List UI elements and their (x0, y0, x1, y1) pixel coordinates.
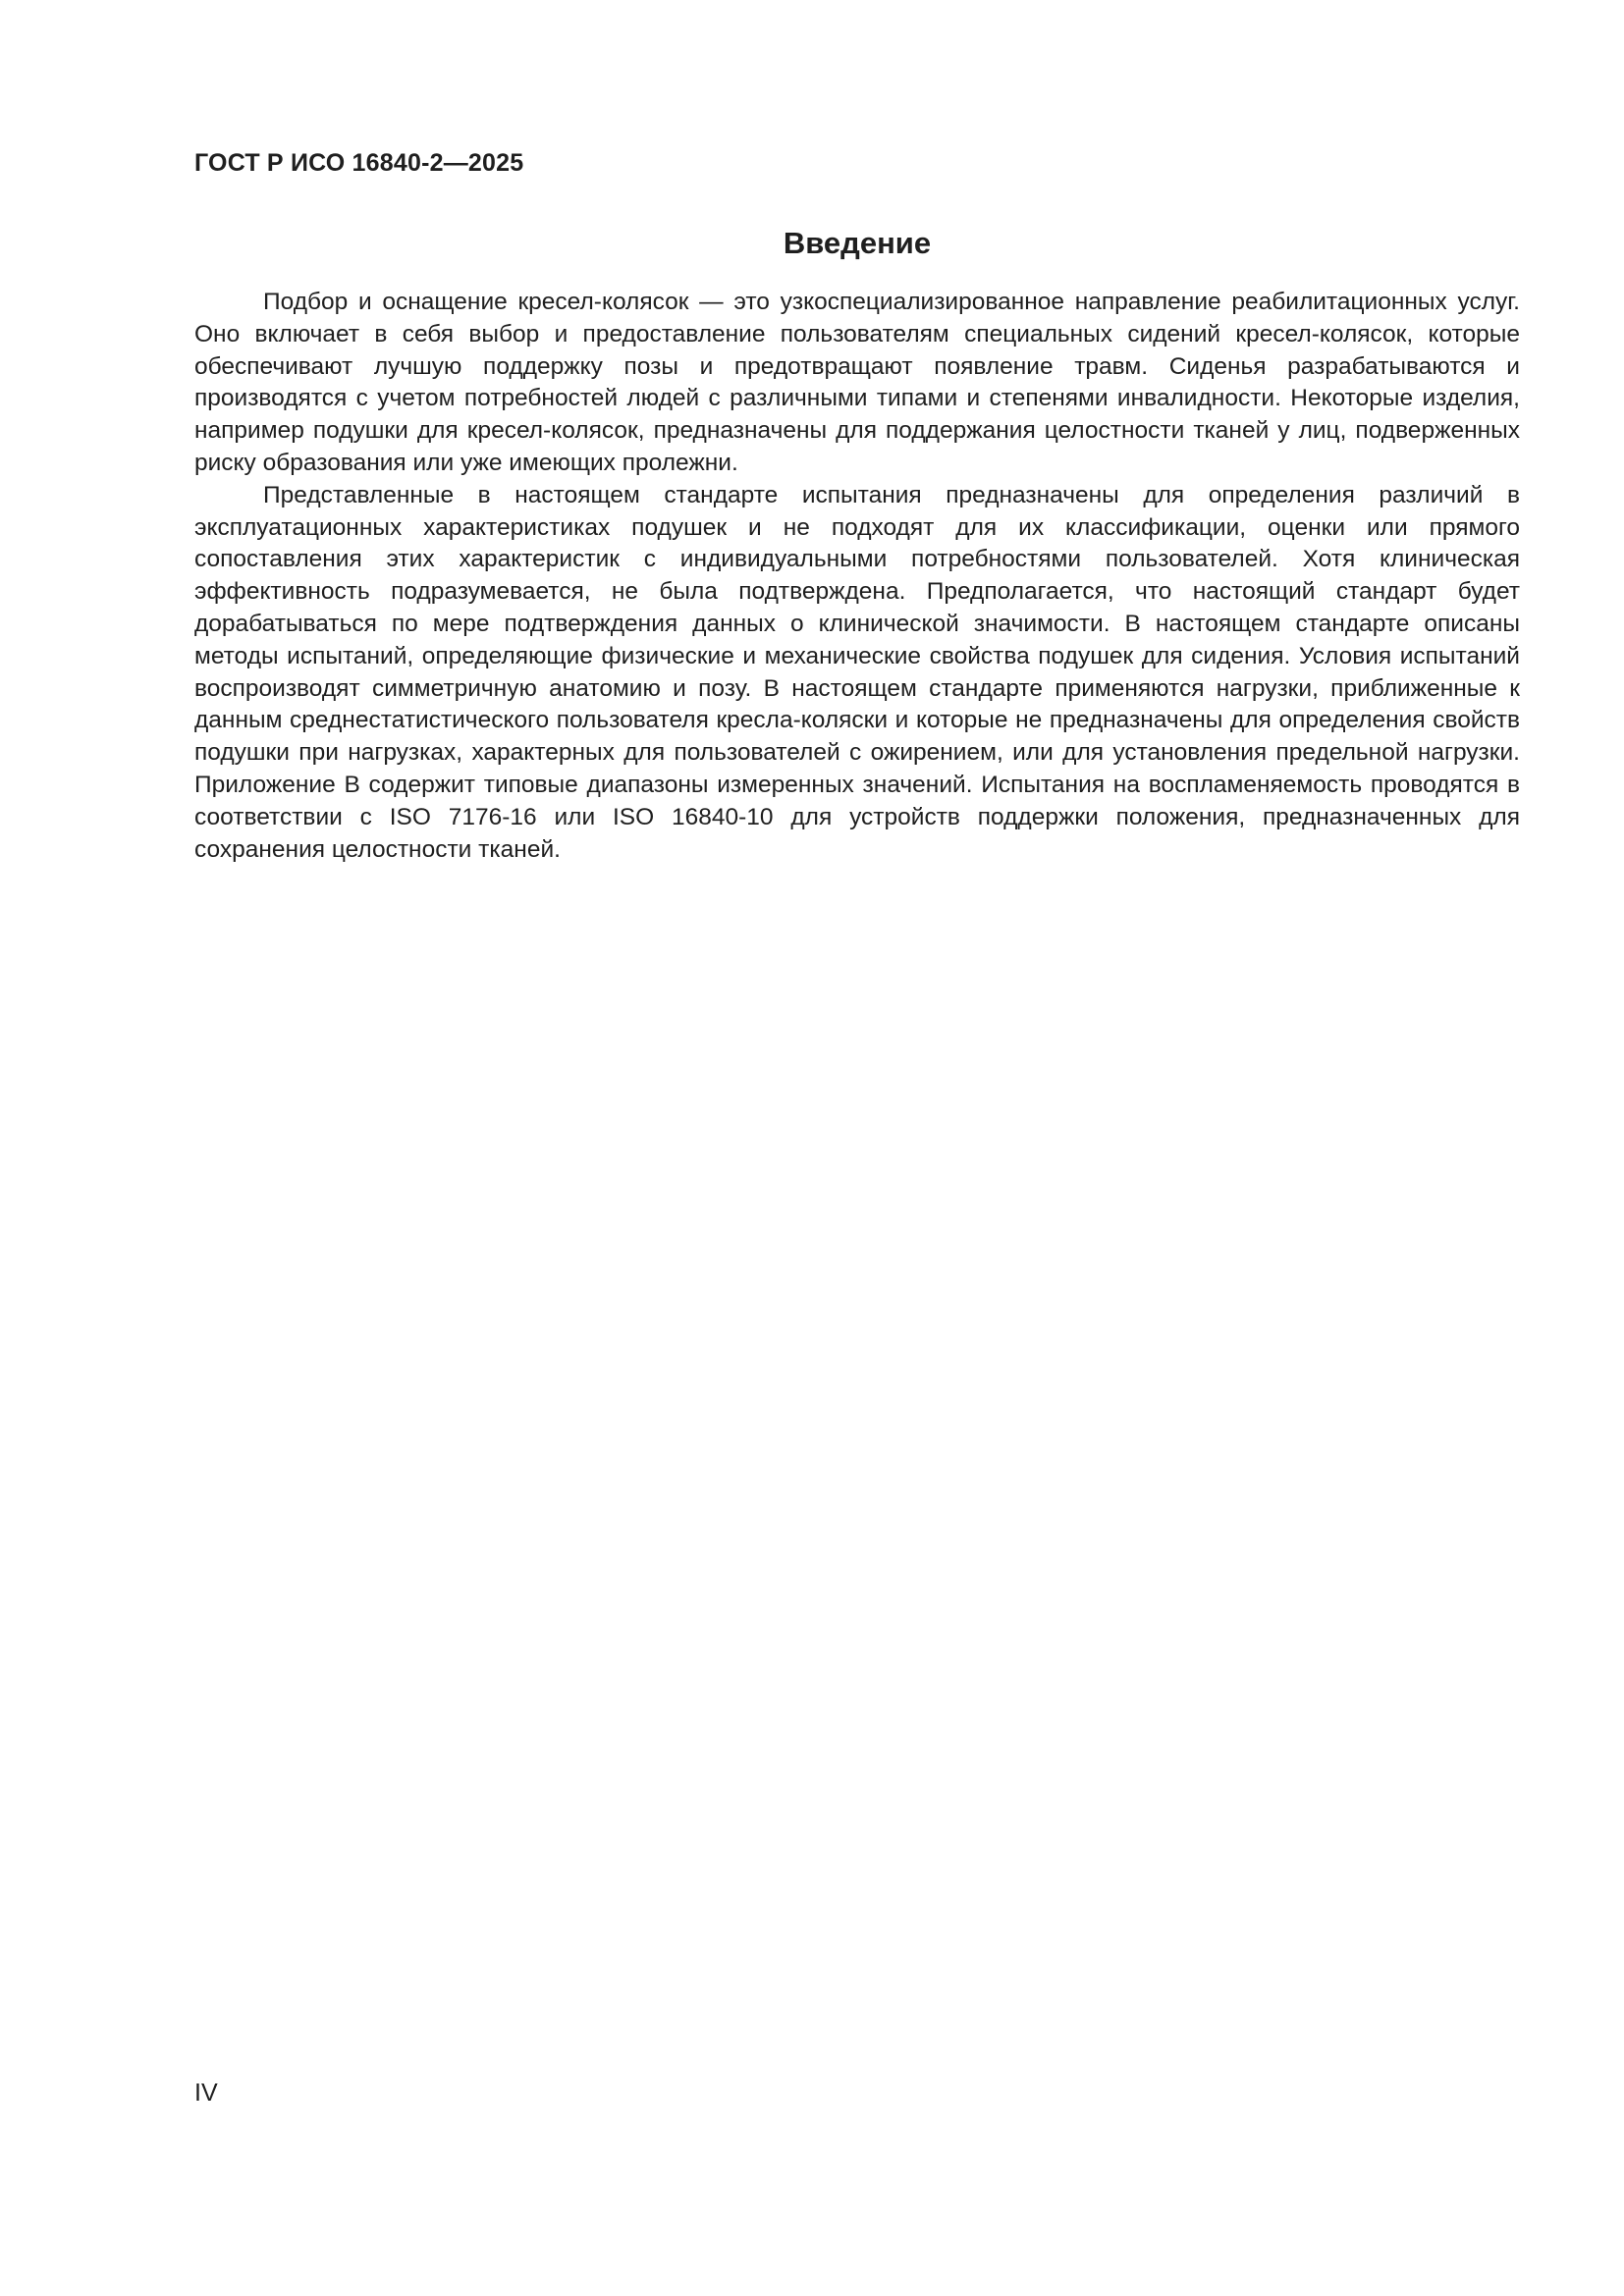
section-title: Введение (783, 226, 932, 260)
body-text (194, 287, 1520, 866)
paragraph: Подбор и оснащение кресел-колясок — это узкоспециализированное направление реабилитационных услуг. Оно включает в себя выбор и предоставление пользователям специальных сидений кресел-колясок, которые обеспечивают лучшую поддержку позы и предотвращают появление травм. Сиденья разрабатываются и производятся с учетом потребностей людей с различными типами и степенями инвалидности. Некоторые изделия, например подушки для кресел-колясок, предназначены для поддержания целостности тканей у лиц, подверженных риску образования или уже имеющих пролежни. (194, 289, 1520, 476)
document-header: ГОСТ Р ИСО 16840-2—2025 (194, 149, 524, 177)
paragraph: Представленные в настоящем стандарте испытания предназначены для определения различий в эксплуатационных характеристиках подушек и не подходят для их классификации, оценки или прямого сопоставления этих характеристик с индивидуальными потребностями пользователей. Хотя клиническая эффективность подразумевается, не была подтверждена. Предполагается, что настоящий стандарт будет дорабатываться по мере подтверждения данных о клинической значимости. В настоящем стандарте описаны методы испытаний, определяющие физические и механические свойства подушек для сидения. Условия испытаний воспроизводят симметричную анатомию и позу. В настоящем стандарте применяются нагрузки, приближенные к данным среднестатистического пользователя кресла-коляски и которые не предназначены для определения свойств подушки при нагрузках, характерных для пользователей с ожирением, или для установления предельной нагрузки. Приложение В содержит типовые диапазоны измеренных значений. Испытания на воспламеняемость проводятся в соответствии с ISO 7176-16 или ISO 16840-10 для устройств поддержки положения, предназначенных для сохранения целостности тканей. (194, 481, 1520, 863)
page-number: IV (194, 2079, 218, 2107)
